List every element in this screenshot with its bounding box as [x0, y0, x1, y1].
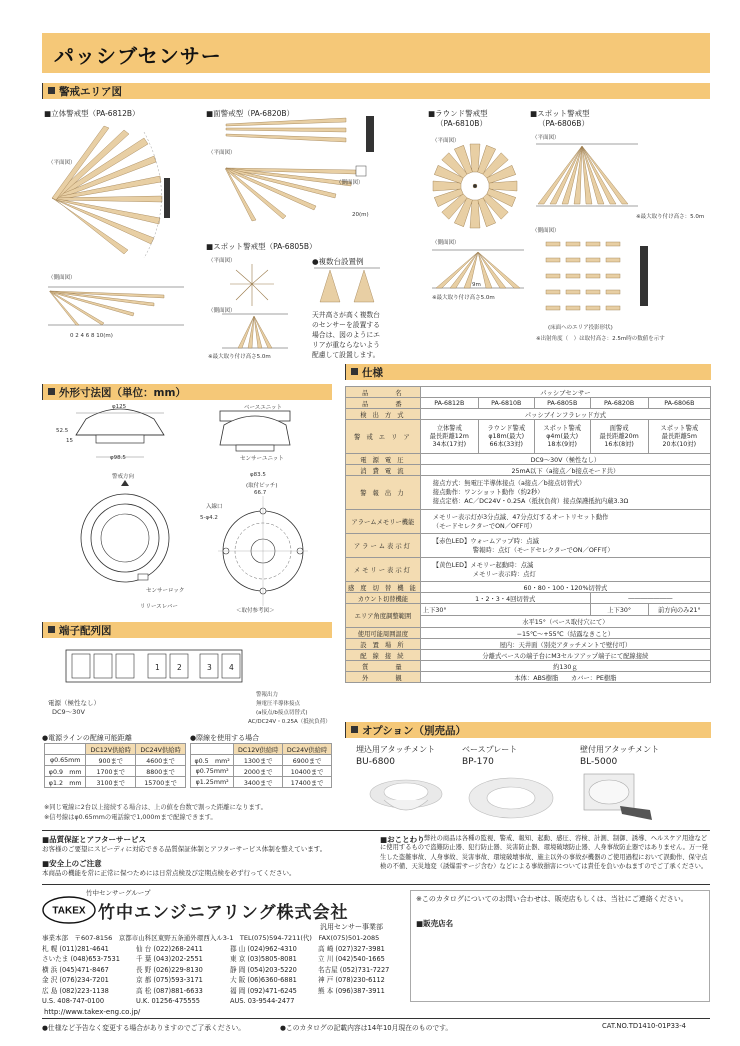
spec-row: 検 出 方 式 パッシブインフラレッド方式 — [346, 409, 711, 420]
dim-d98: φ98.5 — [110, 455, 126, 461]
dealer-label: ■販売店名 — [416, 919, 454, 928]
spotb-side-label: （側面図） — [532, 228, 560, 234]
plane-dist: 20(m) — [352, 212, 369, 218]
dim-pitch: (取付ピッチ) — [246, 483, 278, 489]
section-area-header: 警戒エリア図 — [42, 83, 710, 99]
company-url[interactable]: http://www.takex-eng.co.jp/ — [44, 1008, 141, 1016]
round-label: ■ラウンド警戒型 — [428, 109, 488, 118]
spec-row: 品 名 パッシブセンサー — [346, 387, 711, 398]
bottom-note-1: ●仕様など予告なく変更する場合がありますのでご了承ください。 — [42, 1024, 246, 1032]
dim-ref: ＜取付参考図＞ — [236, 608, 275, 614]
spec-row: 消 費 電 流 25mA以下（a接点／b接点モード共） — [346, 465, 711, 476]
catalog-number: CAT.NO.TD1410-01P33-4 — [602, 1022, 687, 1030]
office-col-2: 仙 台 (022)268-2411 千 葉 (043)202-2551 長 野 (026)229-8130 京 都 (075)593-3171 高 松 (087)881-6633 U.K. 01256-475555 — [136, 945, 203, 1006]
spot-small-plan-diagram — [222, 262, 282, 312]
quality-heading: ■品質保証とアフターサービス — [42, 835, 147, 844]
spec-row: 使用可能周囲温度 −15℃〜+55℃（結露なきこと） — [346, 628, 711, 639]
spotb-floor-note: ※出射角度（ ）は取付高さ：2.5m時の数値を示す — [536, 336, 665, 342]
terminal-2: 2 — [177, 663, 182, 672]
footer-rule-3 — [42, 1018, 710, 1019]
spec-row: 外 観 本体：ABS樹脂 カバー：PE樹脂 — [346, 672, 711, 683]
spot-small-side-label: （側面図） — [208, 308, 236, 314]
spot-small-note: ※最大取り付け高さ5.0m — [208, 354, 271, 360]
multi-label: ●複数台設置例 — [312, 257, 364, 266]
spot-small-side-diagram — [220, 312, 290, 352]
terminal-alarm1: 警報出力 — [256, 692, 279, 698]
wire-table-1: DC12V供給時 DC24V供給時 φ0.65mm 900まで 4600まで φ0.9 mm 1700まで 8800まで φ1.2 mm 3100まで 15700まで — [44, 743, 186, 788]
option-1-image — [366, 772, 446, 822]
option-2-image — [466, 772, 556, 822]
option-2-name: ベースプレート — [462, 745, 518, 754]
spec-row: 設 置 場 所 屋内：天井面（別売アタッチメントで壁付可） — [346, 639, 711, 650]
terminal-alarm3: (a接点/b接点切替式) — [256, 710, 308, 716]
round-model: （PA-6810B） — [436, 119, 487, 128]
dim-release: リリースレバー — [140, 604, 178, 610]
stereo-plan-label: （平面図） — [48, 160, 76, 166]
spec-row: アラーム表示灯 【赤色LED】ウォームアップ時：点滅 警報時：点灯（モードセレクターでON／OFF可） — [346, 534, 711, 558]
spot-small-plan-label: （平面図） — [208, 258, 236, 264]
safety-text: 本商品の機能を常に正常に保つためには日常点検及び定期点検を必ず行ってください。 — [42, 869, 296, 877]
stereo-side-diagram — [44, 283, 194, 333]
spotb-plan-label: （平面図） — [532, 135, 560, 141]
company-name: 竹中エンジニアリング株式会社 — [98, 903, 349, 923]
terminal-alarm4: AC/DC24V・0.25A（抵抗負荷） — [248, 719, 331, 725]
bottom-note-2: ●このカタログの記載内容は14年10月現在のものです。 — [280, 1024, 453, 1032]
title-bar — [42, 33, 710, 73]
company-division: 汎用センサー事業部 — [320, 923, 383, 931]
stereo-ticks: 0 2 4 6 8 10(m) — [70, 333, 113, 339]
plane-side-diagram — [206, 104, 386, 164]
option-3-image — [580, 768, 660, 822]
dim-d83: φ83.5 — [250, 472, 266, 478]
quality-text: お客様のご要望にスピーディに対応できる品質保証体制とアフターサービス体制を整えています。 — [42, 845, 327, 853]
svg-text:TAKEX: TAKEX — [52, 905, 86, 917]
company-group: 竹中センサーグループ — [86, 889, 151, 897]
dim-d125: φ125 — [112, 404, 127, 410]
spotb-model: （PA-6806B） — [538, 119, 589, 128]
option-3-name: 壁付用アタッチメント — [580, 745, 660, 754]
terminal-4: 4 — [229, 663, 234, 672]
terminal-1: 1 — [155, 663, 160, 672]
wire-note2: ※信号線はφ0.65mmの電話線で1,000mまで配線できます。 — [44, 814, 217, 821]
wire-note1: ※同じ電線に2台以上接続する場合は、上の値を台数で割った距離になります。 — [44, 804, 267, 811]
spec-row: 電 源 電 圧 DC9〜30V（極性なし） — [346, 454, 711, 465]
wire-table2-title: ●際線を使用する場合 — [190, 734, 260, 742]
office-col-4: 高 崎 (027)327-3981 立 川 (042)540-1665 名古屋 (052)731-7227 神 戸 (078)230-6112 熊 本 (096)387-3911 — [318, 945, 390, 995]
multi-text: 天井高さが高く複数台のセンサーを設置する場合は、図のようにエリアが重ならないよう配慮して設置します。 — [312, 311, 380, 359]
terminal-3: 3 — [207, 663, 212, 672]
dims-front-drawing — [80, 478, 170, 598]
takex-logo — [42, 896, 96, 924]
spotb-floor: (床面へのエリア投影形状) — [548, 325, 613, 331]
notice-heading: ■おことわり — [380, 835, 425, 844]
spec-row: アラームメモリー機能 メモリー表示灯が3分点滅、47分点灯するオートリセット動作 （モードセレクターでON／OFF可） — [346, 510, 711, 534]
spec-row: 水平15°（ベース取付穴にて） — [346, 616, 711, 628]
terminal-dc: DC9〜30V — [52, 708, 85, 716]
terminal-block-drawing — [64, 648, 244, 688]
wire-table1-title: ●電源ラインの配線可能距離 — [42, 734, 132, 742]
dim-entry: 入線口 — [206, 504, 223, 510]
dim-lock: センサーロック — [146, 588, 185, 594]
spec-row: 品 番 PA-6812B PA-6810B PA-6805B PA-6820B PA-6806B — [346, 398, 711, 409]
page-title: パッシブセンサー — [54, 44, 222, 68]
round-note: ※最大取り付け高さ5.0m — [432, 295, 495, 301]
section-options-header: オプション（別売品） — [345, 722, 711, 738]
notice-text: 弊社の商品は各種の監視、警戒、報知、起動、感圧、容検、計測、制御、誘導、ヘルスケア用途などに使用するもので盗難防止器、犯行防止器、災害防止器、環境破壊防止器、人身事故防止器ではありません。万一発生した盗難事故、人身事故、災害事故、環境破壊事故、施主以外の事故が機器のご使用過程において誤動作、保守点検の不備、天災地変（誘爆雷サージ含む）などによる事故損害については責任を負いかねますのでご了承ください。 — [380, 835, 708, 871]
stereo-plan-diagram — [44, 118, 194, 258]
dealer-box — [410, 890, 710, 1002]
option-1-name: 埋込用アタッチメント — [356, 745, 436, 754]
dim-sensor: センサーユニット — [240, 456, 284, 462]
dim-h52: 52.5 — [56, 428, 69, 434]
spotb-plan-diagram — [532, 142, 642, 212]
plane-label: ■面警戒型（PA-6820B） — [206, 109, 295, 118]
plane-plan-diagram — [206, 158, 376, 228]
spec-row: 警 報 出 力 接点方式：無電圧半導体接点（a接点／b接点切替式） 接点動作：ワンショット動作（約2秒） 接点定格：AC／DC24V・0.25A（抵抗負荷）接点保護抵抗内蔵3.3Ω — [346, 476, 711, 510]
section-spec-header: 仕様 — [345, 364, 711, 380]
round-side-label: （側面図） — [432, 240, 460, 246]
spec-row: エリア角度調整範囲 上下30° 上下30° 前方向のみ21° — [346, 604, 711, 616]
wire-table-2: DC12V供給時 DC24V供給時 φ0.5 mm² 1300まで 6900まで φ0.75mm² 2000まで 10400まで φ1.25mm² 3400まで 17400まで — [190, 743, 332, 788]
dim-base: ベースユニット — [244, 405, 283, 411]
spot-small-label: ■スポット警戒型（PA-6805B） — [206, 242, 317, 251]
spec-row: カウント切替機能 1・2・3・4回切替式 ――――――― — [346, 593, 711, 604]
stereo-label: ■立体警戒型（PA-6812B） — [44, 109, 140, 118]
spec-row: 質 量 約130ｇ — [346, 661, 711, 672]
dim-h15: 15 — [66, 438, 73, 444]
dim-p66: 66.7 — [254, 490, 267, 496]
dim-holes: 5-φ4.2 — [200, 515, 218, 521]
spec-table — [345, 386, 711, 683]
option-3-model: BL-5000 — [580, 757, 618, 767]
spec-row: メモリー表示灯 【黄色LED】メモリー起動時：点滅 メモリー表示時：点灯 — [346, 558, 711, 582]
round-plan-label: （平面図） — [432, 138, 460, 144]
spec-row: 警 戒 エ リ ア 立体警戒 最長距離12m 34本(17対) ラウンド警戒 φ18m(最大) 66本(33対) スポット警戒 φ4m(最大) 18本(9対) 面警戒 最長距離20m 16本(8対) スポット警戒 最長距離5m 20本(10対) — [346, 420, 711, 454]
stereo-side-label: （側面図） — [48, 275, 76, 281]
round-plan-diagram — [430, 140, 520, 230]
dim-indicator: 警戒方向 — [112, 474, 135, 480]
terminal-alarm2: 無電圧半導体接点 — [256, 701, 301, 707]
section-dims-header: 外形寸法図（単位：mm） — [42, 384, 332, 400]
company-hq: 事業本部 〒607-8156 京都市山科区東野五条通外環西入ル3-1 TEL(075)594-7211(代) FAX(075)501-2085 — [42, 934, 380, 942]
option-2-model: BP-170 — [462, 757, 494, 767]
contact-note: ※このカタログについてのお問い合わせは、販売店もしくは、当社にご連絡ください。 — [416, 895, 688, 903]
option-1-model: BU-6800 — [356, 757, 395, 767]
spec-row: 配 線 接 続 分離式ベースの端子台にM3セルフアップ端子にて配線接続 — [346, 650, 711, 661]
dims-mount-drawing — [218, 496, 308, 606]
plane-plan-label: （平面図） — [208, 150, 236, 156]
terminal-power: 電源（極性なし） — [48, 699, 100, 707]
office-col-3: 郡 山 (024)962-4310 東 京 (03)5805-8081 静 岡 (054)203-5220 大 阪 (06)6360-6881 福 岡 (092)471-6245 AUS. 03-9544-2477 — [230, 945, 297, 1006]
footer-rule-2 — [42, 884, 710, 885]
office-col-1: 札 幌 (011)281-4641 さいたま (048)653-7531 横 浜 (045)471-8467 金 沢 (076)234-7201 広 島 (082)223-1138 U.S. 408-747-0100 — [42, 945, 120, 1006]
spotb-side-diagram — [540, 236, 660, 318]
spotb-note: ※最大取り付け高さ：5.0m — [636, 214, 705, 220]
spec-row: 感 度 切 替 機 能 60・80・100・120%切替式 — [346, 582, 711, 593]
round-range: 9m — [472, 282, 481, 288]
spotb-label: ■スポット警戒型 — [530, 109, 590, 118]
footer-rule — [42, 830, 710, 831]
multi-diagram — [312, 266, 382, 306]
safety-heading: ■安全上のご注意 — [42, 859, 102, 868]
section-terminal-header: 端子配列図 — [42, 622, 332, 638]
plane-side-label: （側面図） — [336, 180, 364, 186]
